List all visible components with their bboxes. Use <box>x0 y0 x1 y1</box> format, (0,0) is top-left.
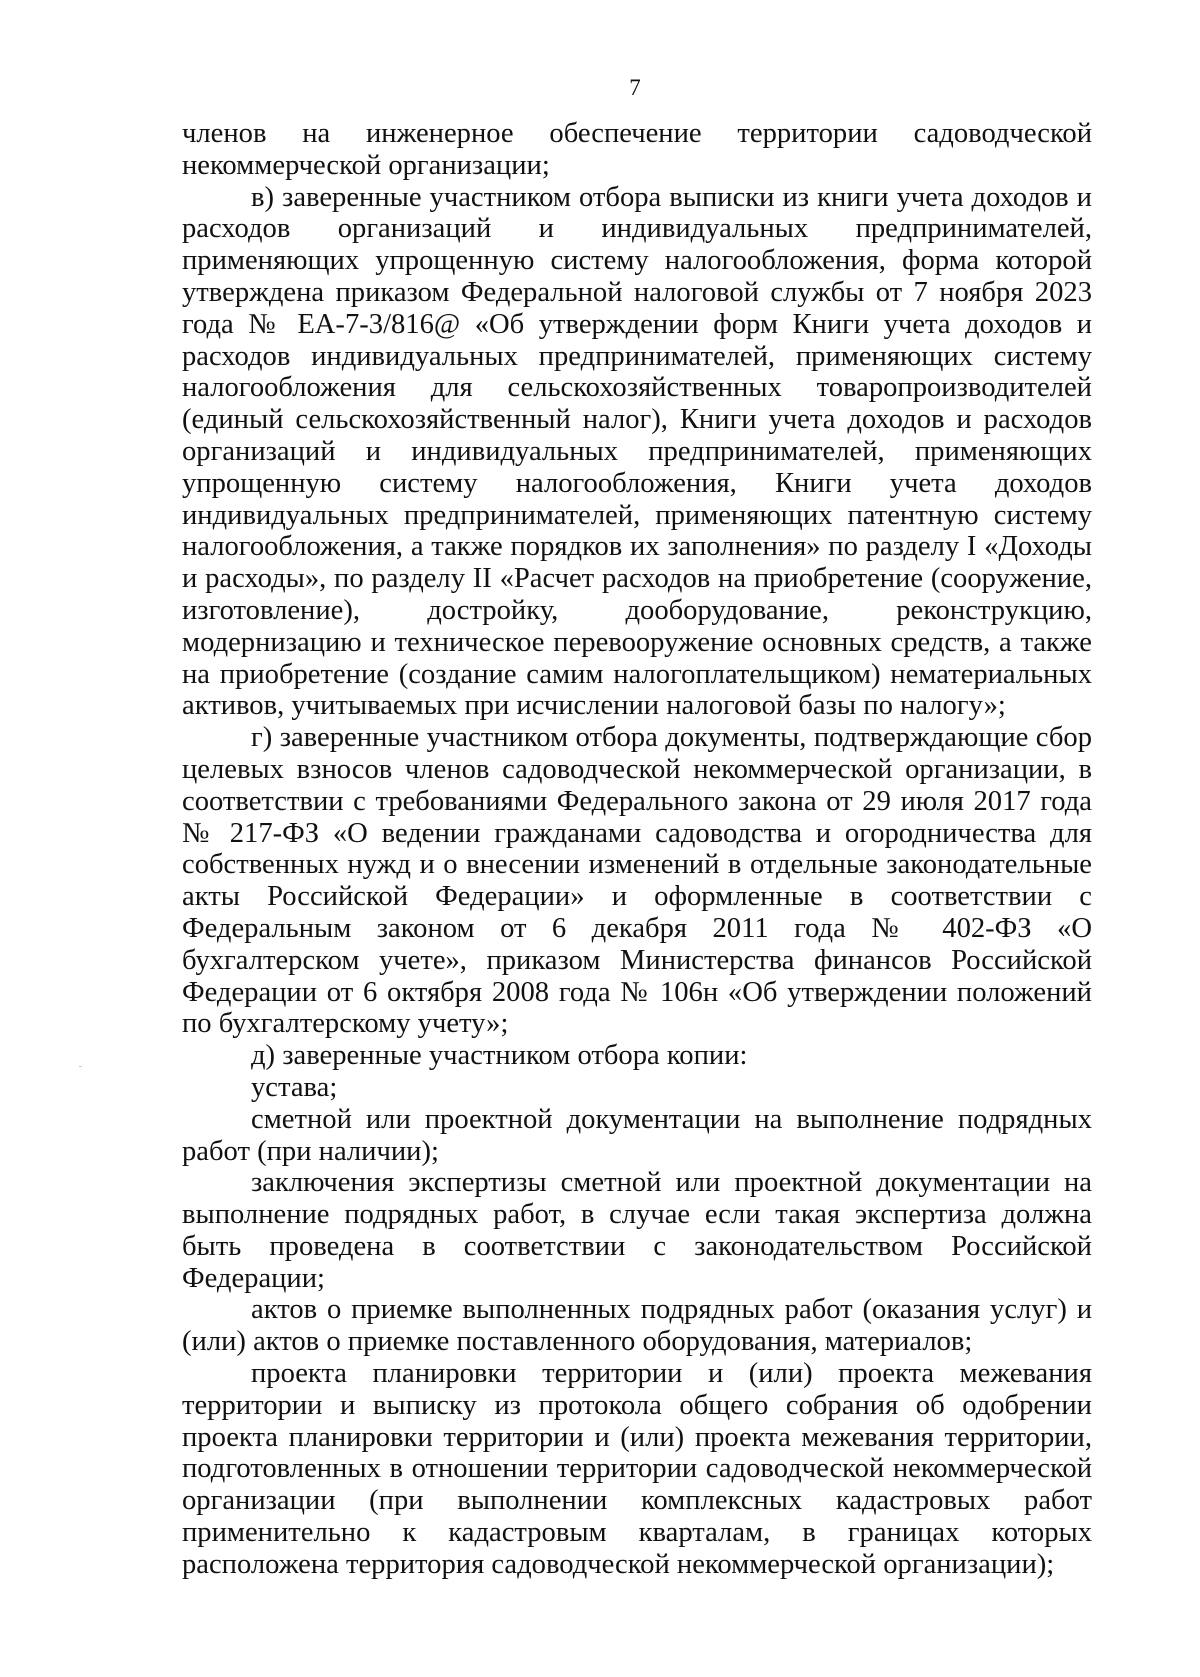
paragraph-expert-review: заключения экспертизы сметной или проектной документации на выполнение подрядных работ, в случае если такая экспертиза должна быть проведена в соответствии с законодательством Российской Федерации; <box>182 1167 1092 1294</box>
paragraph-acceptance-acts: актов о приемке выполненных подрядных работ (оказания услуг) и (или) актов о приемке поставленного оборудования, материалов; <box>182 1294 1092 1358</box>
page-number: 7 <box>629 75 641 100</box>
paragraph-planning-project: проекта планировки территории и (или) проекта межевания территории и выписку из протокола общего собрания об одобрении проекта планировки территории и (или) проекта межевания территории, подготовленных в отношении территории садоводческой некоммерческой организации (при выполнении комплексных кадастровых работ применительно к кадастровым кварталам, в границах которых расположена территория садоводческой некоммерческой организации); <box>182 1358 1092 1580</box>
paragraph-continuation: членов на инженерное обеспечение территории садоводческой некоммерческой организации; <box>182 118 1092 181</box>
paragraph-item-v: в) заверенные участником отбора выписки из книги учета доходов и расходов организаций и индивидуальных предпринимателей, применяющих упрощенную систему налогообложения, форма которой утверждена приказом Федеральной налоговой службы от 7 ноября 2023 года № ЕА-7-3/816@ «Об утверждении форм Книги учета доходов и расходов индивидуальных предпринимателей, применяющих систему налогообложения для сельскохозяйственных товаропроизводителей (единый сельскохозяйственный налог), Книги учета доходов и расходов организаций и индивидуальных предпринимателей, применяющих упрощенную систему налогообложения, Книги учета доходов индивидуальных предпринимателей, применяющих патентную систему налогообложения, а также порядков их заполнения» по разделу I «Доходы и расходы», по разделу II «Расчет расходов на приобретение (сооружение, изготовление), достройку, дооборудование, реконструкцию, модернизацию и техническое перевооружение основных средств, а также на приобретение (создание самим налогоплательщиком) нематериальных активов, учитываемых при исчислении налоговой базы по налогу»; <box>182 181 1092 722</box>
paragraph-charter: устава; <box>251 1071 338 1103</box>
paragraph-item-g: г) заверенные участником отбора документы, подтверждающие сбор целевых взносов членов садоводческой некоммерческой организации, в соответствии с требованиями Федерального закона от 29 июля 2017 года № 217-ФЗ «О ведении гражданами садоводства и огородничества для собственных нужд и о внесении изменений в отдельные законодательные акты Российской Федерации» и оформленные в соответствии с Федеральным законом от 6 декабря 2011 года № 402-ФЗ «О бухгалтерском учете», приказом Министерства финансов Российской Федерации от 6 октября 2008 года № 106н «Об утверждении положений по бухгалтерскому учету»; <box>182 722 1092 1040</box>
paragraph-estimate-docs: сметной или проектной документации на выполнение подрядных работ (при наличии); <box>182 1103 1092 1167</box>
document-body <box>182 118 1092 1581</box>
scan-speck <box>79 1066 82 1067</box>
paragraph-item-d: д) заверенные участником отбора копии: <box>251 1040 748 1072</box>
